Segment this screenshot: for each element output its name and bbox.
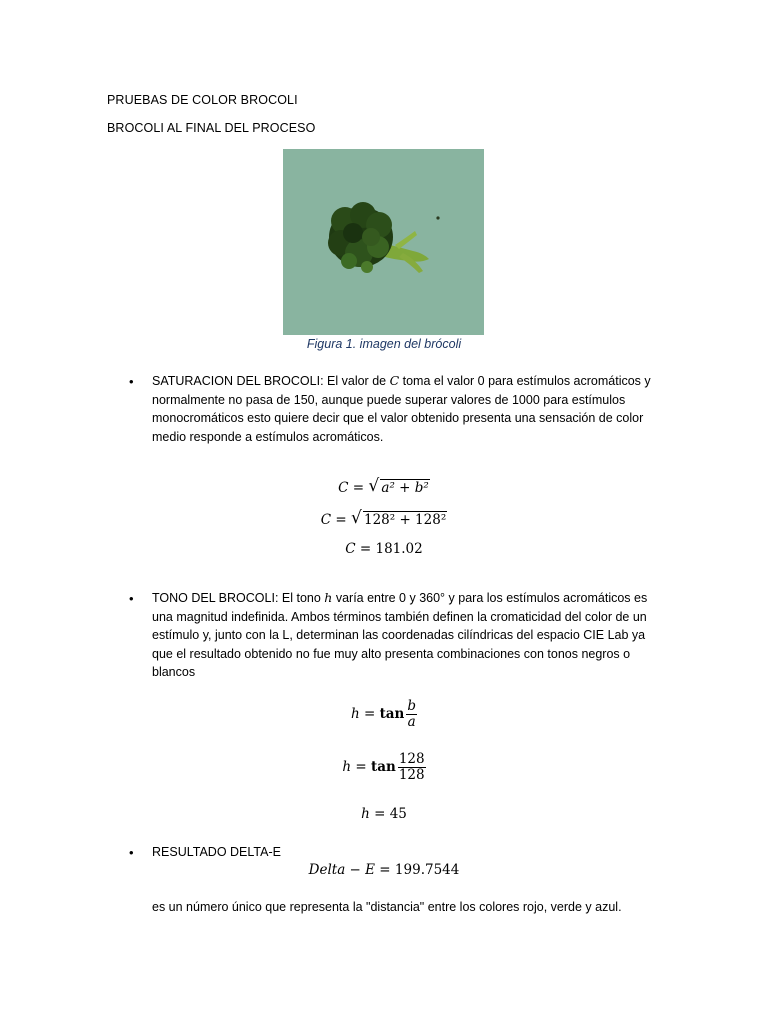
eq-lhs: C <box>338 480 349 496</box>
tono-label: TONO DEL BROCOLI: <box>152 591 279 605</box>
bullet-dot: • <box>129 374 134 389</box>
eq-function: tan <box>379 706 405 722</box>
tono-symbol: h <box>324 590 333 605</box>
sqrt-expression: √ a² + b² <box>368 476 429 496</box>
eq-sign: = <box>351 759 371 775</box>
eq-lhs: h <box>350 706 360 722</box>
equation-hue-formula <box>0 699 768 730</box>
eq-sign: = <box>375 862 395 878</box>
equation-chroma-substitution <box>0 508 768 528</box>
tono-paragraph <box>152 589 667 682</box>
eq-sign: = <box>359 706 380 722</box>
saturacion-text-before: El valor de <box>323 374 390 388</box>
eq-lhs: Delta − E <box>308 862 376 878</box>
numerator: b <box>407 698 417 714</box>
bullet-dot: • <box>129 591 134 606</box>
eq-lhs: C <box>320 512 332 528</box>
numerator: 128 <box>398 751 425 767</box>
eq-lhs: C <box>345 541 356 557</box>
eq-sign: = <box>369 806 390 822</box>
saturacion-text-after: toma el valor 0 para estímulos acromáticos y normalmente no pasa de 150, aunque puede superar valores de 1000 para estímulos monocromáticos esto quiere decir que el valor obtenido presenta una sensación de color medio responde a estímulos acromáticos. <box>152 374 651 444</box>
delta-description: es un número único que representa la "distancia" entre los colores rojo, verde y azul. <box>152 900 622 914</box>
equation-hue-substitution <box>0 752 768 783</box>
sqrt-expression: √ 128² + 128² <box>350 508 447 528</box>
fraction <box>398 752 426 783</box>
eq-sign: = <box>348 480 369 496</box>
figure-caption: Figura 1. imagen del brócoli <box>306 337 462 351</box>
eq-rhs: 181.02 <box>375 541 423 557</box>
tono-text-after: varía entre 0 y 360° y para los estímulos acromáticos es una magnitud indefinida. Ambos términos también definen la cromaticidad del color de un estímulo y, junto con la L, determinan las coordenadas cilíndricas del espacio CIE Lab ya que el resultado obtenido no fue muy alto presenta combinaciones con tonos negros o blancos <box>152 591 648 680</box>
eq-lhs: h <box>342 759 352 775</box>
eq-function: tan <box>371 759 396 775</box>
radicand: a² + b² <box>381 480 429 496</box>
denominator: a <box>407 714 416 730</box>
eq-sign: = <box>355 541 376 557</box>
bullet-dot: • <box>129 845 134 860</box>
saturacion-symbol: C <box>389 373 400 388</box>
saturacion-paragraph <box>152 372 667 446</box>
eq-sign: = <box>331 512 351 528</box>
saturacion-label: SATURACION DEL BROCOLI: <box>152 374 324 388</box>
broccoli-illustration <box>283 149 484 335</box>
denominator: 128 <box>398 767 425 783</box>
radicand: 128² + 128² <box>363 512 447 528</box>
equation-delta-e <box>0 862 768 878</box>
eq-rhs: 45 <box>389 806 407 822</box>
fraction <box>406 699 417 730</box>
eq-rhs: 199.7544 <box>394 862 460 878</box>
tono-text-before: El tono <box>278 591 325 605</box>
equation-chroma-result <box>0 541 768 557</box>
equation-chroma-formula <box>0 476 768 496</box>
broccoli-photo <box>283 149 484 335</box>
equation-hue-result <box>0 806 768 822</box>
document-title: PRUEBAS DE COLOR BROCOLI <box>107 93 298 107</box>
document-subtitle: BROCOLI AL FINAL DEL PROCESO <box>107 121 316 135</box>
delta-label: RESULTADO DELTA-E <box>152 845 281 859</box>
eq-lhs: h <box>361 806 370 822</box>
